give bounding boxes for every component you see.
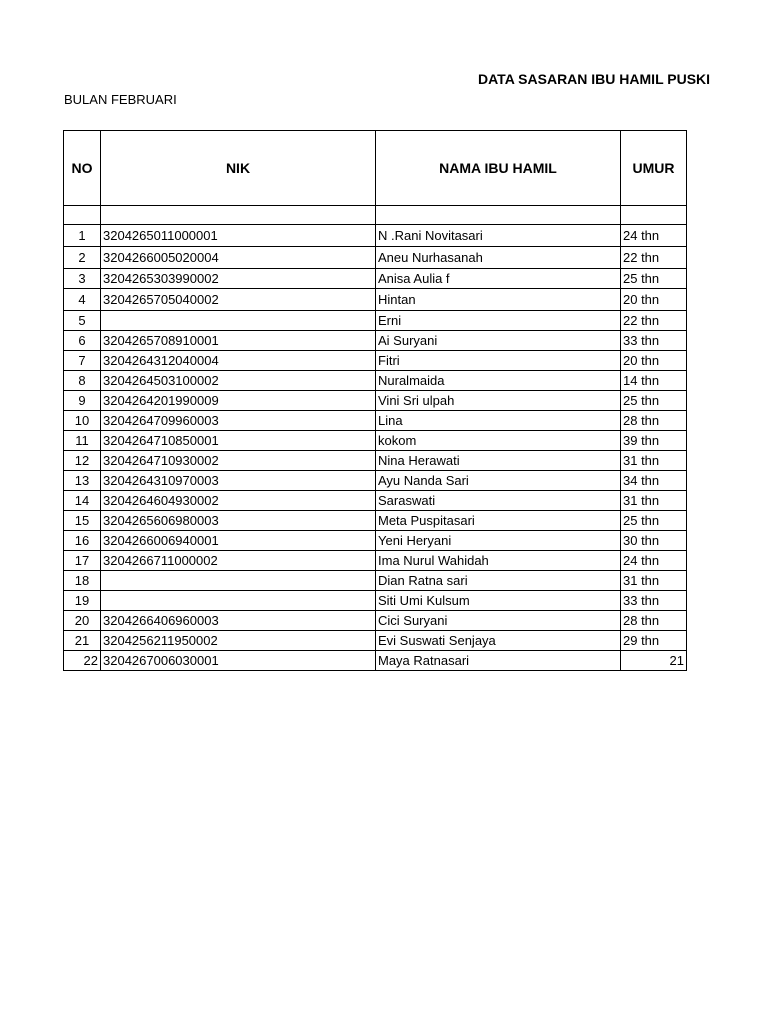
cell-umur: 28 thn [621,411,687,431]
cell-umur: 24 thn [621,225,687,247]
table-row [64,651,687,671]
cell-umur: 33 thn [621,331,687,351]
cell-umur: 20 thn [621,351,687,371]
cell-no: 8 [64,371,101,391]
blank-cell [101,206,376,225]
cell-no: 20 [64,611,101,631]
cell-nik: 3204266006940001 [101,531,376,551]
cell-nama: Erni [376,311,621,331]
table-row [64,551,687,571]
cell-nik: 3204267006030001 [101,651,376,671]
cell-no: 6 [64,331,101,351]
cell-nama: Lina [376,411,621,431]
cell-nik: 3204265708910001 [101,331,376,351]
cell-nik [101,311,376,331]
cell-no: 12 [64,451,101,471]
cell-nama: Ai Suryani [376,331,621,351]
cell-no: 2 [64,247,101,269]
cell-nama: Cici Suryani [376,611,621,631]
cell-umur: 25 thn [621,269,687,289]
table-row [64,269,687,289]
cell-nama: Fitri [376,351,621,371]
cell-nama: kokom [376,431,621,451]
cell-nik: 3204264201990009 [101,391,376,411]
cell-nik [101,591,376,611]
cell-umur: 22 thn [621,311,687,331]
cell-nik: 3204264604930002 [101,491,376,511]
blank-cell [376,206,621,225]
cell-nik: 3204265303990002 [101,269,376,289]
table-row [64,371,687,391]
cell-nik: 3204264710850001 [101,431,376,451]
column-header-nik: NIK [101,131,376,206]
cell-no: 7 [64,351,101,371]
cell-nik: 3204266711000002 [101,551,376,571]
cell-umur: 20 thn [621,289,687,311]
cell-nik: 3204266406960003 [101,611,376,631]
table-row [64,471,687,491]
cell-nama: Nuralmaida [376,371,621,391]
cell-umur: 25 thn [621,511,687,531]
cell-nik: 3204264310970003 [101,471,376,491]
cell-umur: 31 thn [621,571,687,591]
cell-no: 9 [64,391,101,411]
cell-umur: 39 thn [621,431,687,451]
cell-nik: 3204265011000001 [101,225,376,247]
cell-nama: Evi Suswati Senjaya [376,631,621,651]
table-row [64,531,687,551]
cell-no: 17 [64,551,101,571]
column-header-no: NO [64,131,101,206]
cell-no: 10 [64,411,101,431]
cell-nama: Vini Sri ulpah [376,391,621,411]
column-header-umur: UMUR [621,131,687,206]
cell-nama: Ayu Nanda Sari [376,471,621,491]
table-row [64,451,687,471]
cell-nama: Yeni Heryani [376,531,621,551]
cell-nama: Ima Nurul Wahidah [376,551,621,571]
table-row [64,331,687,351]
cell-nama: N .Rani Novitasari [376,225,621,247]
cell-nik [101,571,376,591]
table-header-row [64,131,687,206]
cell-nik: 3204256211950002 [101,631,376,651]
cell-umur: 30 thn [621,531,687,551]
cell-no: 13 [64,471,101,491]
cell-umur: 14 thn [621,371,687,391]
cell-no: 21 [64,631,101,651]
cell-umur: 21 [621,651,687,671]
table-row [64,391,687,411]
cell-umur: 22 thn [621,247,687,269]
cell-nik: 3204265705040002 [101,289,376,311]
cell-no: 16 [64,531,101,551]
table-row [64,631,687,651]
table-row [64,611,687,631]
cell-nama: Anisa Aulia f [376,269,621,289]
blank-cell [621,206,687,225]
table-row [64,311,687,331]
cell-nama: Maya Ratnasari [376,651,621,671]
cell-no: 19 [64,591,101,611]
table-row [64,591,687,611]
table-row [64,491,687,511]
cell-nik: 3204264312040004 [101,351,376,371]
cell-nik: 3204264710930002 [101,451,376,471]
cell-nama: Hintan [376,289,621,311]
cell-no: 11 [64,431,101,451]
cell-umur: 31 thn [621,451,687,471]
cell-no: 3 [64,269,101,289]
table-row [64,411,687,431]
cell-no: 1 [64,225,101,247]
table-row [64,247,687,269]
document-title: DATA SASARAN IBU HAMIL PUSKI [478,71,711,87]
cell-nama: Saraswati [376,491,621,511]
cell-nik: 3204266005020004 [101,247,376,269]
cell-no: 4 [64,289,101,311]
table-row [64,511,687,531]
cell-nik: 3204265606980003 [101,511,376,531]
data-table [63,130,687,671]
blank-cell [64,206,101,225]
cell-no: 18 [64,571,101,591]
cell-nama: Nina Herawati [376,451,621,471]
cell-no: 5 [64,311,101,331]
cell-no: 15 [64,511,101,531]
table-row [64,571,687,591]
cell-nik: 3204264709960003 [101,411,376,431]
blank-row [64,206,687,225]
cell-umur: 34 thn [621,471,687,491]
table-row [64,431,687,451]
cell-no: 22 [64,651,101,671]
cell-umur: 31 thn [621,491,687,511]
cell-no: 14 [64,491,101,511]
table-row [64,225,687,247]
table-row [64,289,687,311]
cell-nama: Meta Puspitasari [376,511,621,531]
cell-umur: 25 thn [621,391,687,411]
cell-nama: Aneu Nurhasanah [376,247,621,269]
column-header-nama: NAMA IBU HAMIL [376,131,621,206]
cell-nama: Dian Ratna sari [376,571,621,591]
document-subtitle: BULAN FEBRUARI [64,92,177,107]
cell-umur: 29 thn [621,631,687,651]
table-row [64,351,687,371]
cell-umur: 24 thn [621,551,687,571]
cell-umur: 33 thn [621,591,687,611]
cell-nama: Siti Umi Kulsum [376,591,621,611]
cell-nik: 3204264503100002 [101,371,376,391]
cell-umur: 28 thn [621,611,687,631]
